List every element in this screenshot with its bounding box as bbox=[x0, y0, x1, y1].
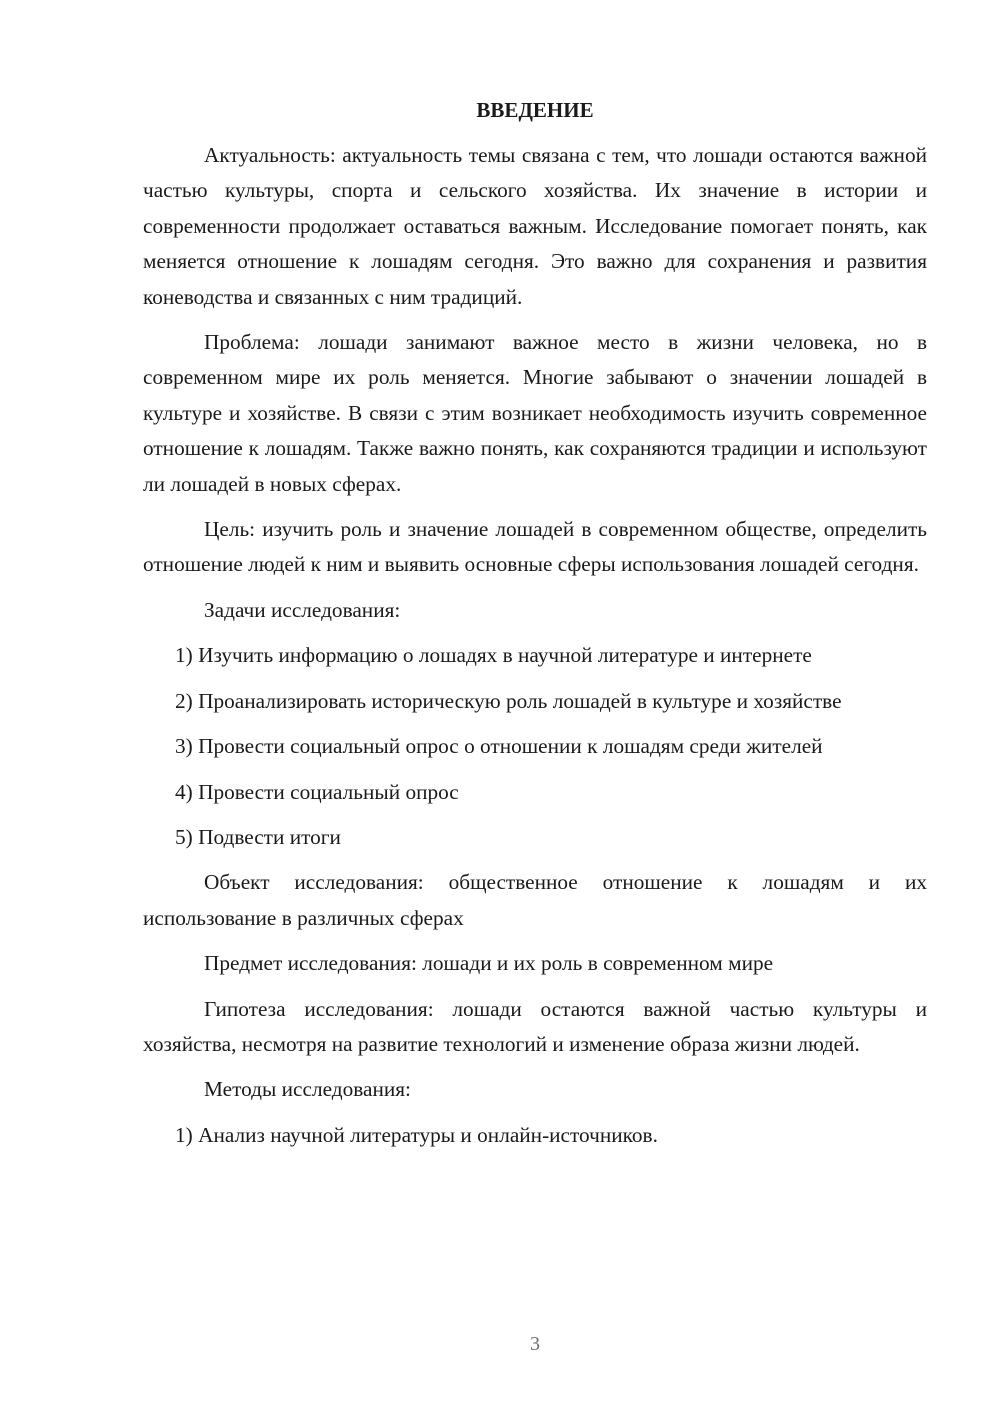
problem-paragraph: Проблема: лошади занимают важное место в жизни человека, но в современном мире их роль меняется. Многие забывают о значении лошадей в культуре и хозяйстве. В связи с этим возникает необходимость изучить современное отношение к лошадям. Также важно понять, как сохраняются традиции и используют ли лошадей в новых сферах. bbox=[143, 330, 927, 496]
hypothesis-paragraph: Гипотеза исследования: лошади остаются важной частью культуры и хозяйства, несмотря на развитие технологий и изменение образа жизни людей. bbox=[143, 996, 927, 1056]
page-number: 3 bbox=[530, 1333, 540, 1355]
task-item-3: 3) Провести социальный опрос о отношении к лошадям среди жителей bbox=[175, 734, 823, 759]
task-item-4: 4) Провести социальный опрос bbox=[175, 779, 459, 804]
subject-paragraph: Предмет исследования: лошади и их роль в современном мире bbox=[204, 951, 774, 976]
task-item-2: 2) Проанализировать историческую роль лошадей в культуре и хозяйстве bbox=[175, 688, 842, 713]
method-item-1: 1) Анализ научной литературы и онлайн-источников. bbox=[175, 1122, 658, 1147]
task-item-1: 1) Изучить информацию о лошадях в научной литературе и интернете bbox=[175, 643, 812, 668]
methods-heading: Методы исследования: bbox=[204, 1077, 411, 1102]
section-title: ВВЕДЕНИЕ bbox=[476, 98, 594, 122]
goal-paragraph: Цель: изучить роль и значение лошадей в современном обществе, определить отношение людей к ним и выявить основные сферы использования лошадей сегодня. bbox=[143, 517, 927, 577]
relevance-paragraph: Актуальность: актуальность темы связана с тем, что лошади остаются важной частью культуры, спорта и сельского хозяйства. Их значение в истории и современности продолжает оставаться важным. Исследование помогает понять, как меняется отношение к лошадям сегодня. Это важно для сохранения и развития коневодства и связанных с ним традиций. bbox=[143, 143, 927, 309]
task-item-5: 5) Подвести итоги bbox=[175, 824, 341, 849]
document-page bbox=[143, 92, 927, 1163]
tasks-heading: Задачи исследования: bbox=[204, 597, 401, 622]
object-paragraph: Объект исследования: общественное отношение к лошадям и их использование в различных сферах bbox=[143, 870, 927, 930]
